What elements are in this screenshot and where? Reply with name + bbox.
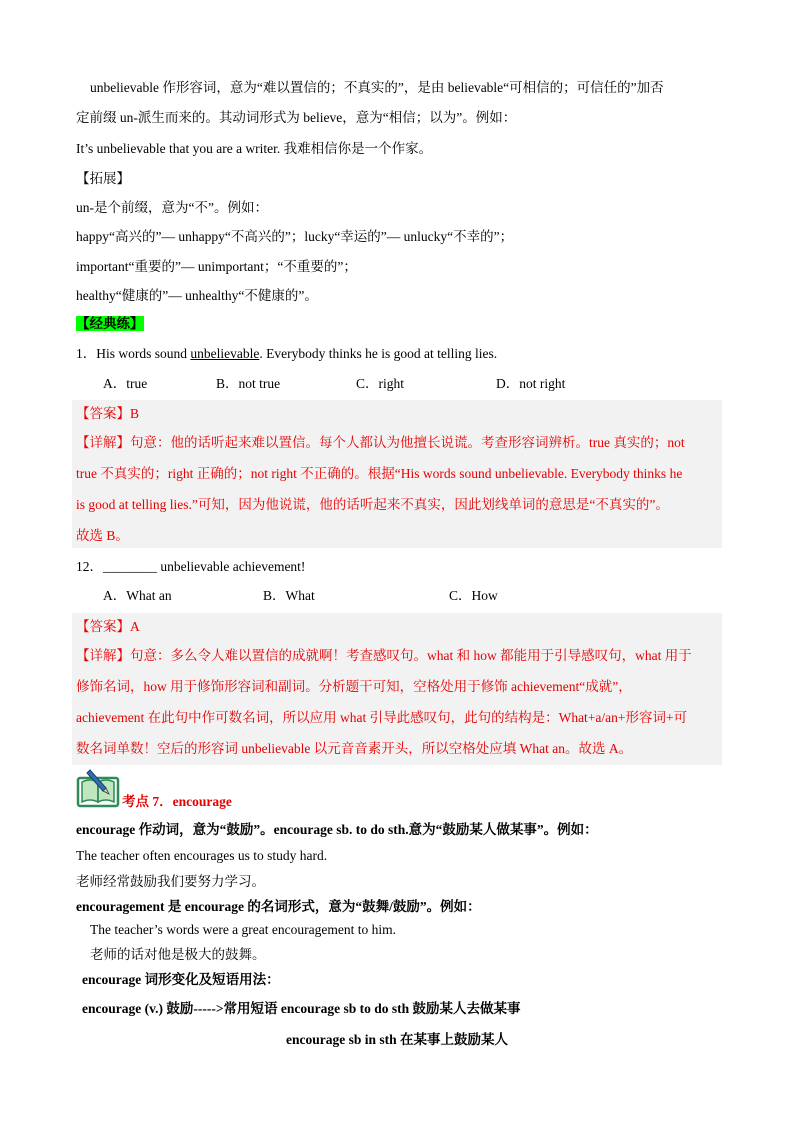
intro-example: It’s unbelievable that you are a writer. 我难相信你是一个作家。 xyxy=(76,141,433,156)
q1-option-c: C．right xyxy=(356,376,405,391)
expand-line-3: important“重要的”— unimportant；“不重要的”； xyxy=(76,259,357,274)
q1-prefix: 1．His words sound xyxy=(76,346,191,361)
q2-answer: 【答案】A xyxy=(76,619,140,634)
encourage-example-1-cn: 老师经常鼓励我们要努力学习。 xyxy=(76,874,265,889)
expand-line-2: happy“高兴的”— unhappy“不高兴的”；lucky“幸运的”— unlucky“不幸的”； xyxy=(76,229,514,244)
kaodian-title: 考点 7．encourage xyxy=(122,794,232,809)
expand-line-1: un-是个前缀，意为“不”。例如： xyxy=(76,200,268,215)
classic-practice-label xyxy=(76,314,144,334)
q1-option-a: A．true xyxy=(103,376,148,391)
q1-option-d: D．not right xyxy=(496,376,566,391)
encourage-example-2-cn: 老师的话对他是极大的鼓舞。 xyxy=(90,947,266,962)
q1-suffix: . Everybody thinks he is good at telling lies. xyxy=(259,346,498,361)
q1-explain-line-3: is good at telling lies.”可知，因为他说谎，他的话听起来不真实，因此划线单词的意思是“不真实的”。 xyxy=(76,497,669,512)
q1-answer: 【答案】B xyxy=(76,406,140,421)
intro-line-1: unbelievable 作形容词，意为“难以置信的；不真实的”，是由 believable“可相信的；可信任的”加否 xyxy=(90,80,664,95)
q2-explain-line-3: achievement 在此句中作可数名词，所以应用 what 引导此感叹句，此句的结构是：What+a/an+形容词+可 xyxy=(76,710,688,725)
q2-option-a: A．What an xyxy=(103,588,172,603)
intro-line-2: 定前缀 un-派生而来的。其动词形式为 believe，意为“相信；以为”。例如： xyxy=(76,110,517,125)
q1-underlined-word: unbelievable xyxy=(190,346,260,361)
q2-explain-line-1: 【详解】句意：多么令人难以置信的成就啊！考查感叹句。what 和 how 都能用于引导感叹句，what 用于 xyxy=(76,648,692,663)
expand-heading: 【拓展】 xyxy=(76,171,130,186)
encourage-def-1: encourage 作动词，意为“鼓励”。encourage sb. to do sth.意为“鼓励某人做某事”。例如： xyxy=(76,822,598,837)
encourage-usage-line-2: encourage sb in sth 在某事上鼓励某人 xyxy=(286,1032,509,1047)
q1-explain-line-4: 故选 B。 xyxy=(76,528,129,543)
q2-option-c: C．How xyxy=(449,588,498,603)
q1-explain-line-1: 【详解】句意：他的话听起来难以置信。每个人都认为他擅长说谎。考查形容词辨析。true 真实的；not xyxy=(76,435,685,450)
q1-stem xyxy=(76,344,497,364)
encourage-usage-line-1: encourage (v.) 鼓励----->常用短语 encourage sb to do sth 鼓励某人去做某事 xyxy=(82,1001,521,1016)
q1-explain-line-2: true 不真实的；right 正确的；not right 不正确的。根据“His words sound unbelievable. Everybody thinks he xyxy=(76,466,683,481)
q2-option-b: B．What xyxy=(263,588,315,603)
expand-line-4: healthy“健康的”— unhealthy“不健康的”。 xyxy=(76,288,318,303)
q2-explain-line-2: 修饰名词，how 用于修饰形容词和副词。分析题干可知，空格处用于修饰 achievement“成就”， xyxy=(76,679,632,694)
encourage-example-1-en: The teacher often encourages us to study hard. xyxy=(76,848,328,863)
q1-option-b: B．not true xyxy=(216,376,281,391)
q2-stem: 12．________ unbelievable achievement! xyxy=(76,559,306,574)
q2-explain-line-4: 数名词单数！空后的形容词 unbelievable 以元音音素开头，所以空格处应填 What an。故选 A。 xyxy=(76,741,633,756)
encourage-usage-title: encourage 词形变化及短语用法： xyxy=(82,972,280,987)
encourage-def-2: encouragement 是 encourage 的名词形式，意为“鼓舞/鼓励”。例如： xyxy=(76,899,481,914)
encourage-example-2-en: The teacher’s words were a great encouragement to him. xyxy=(90,922,396,937)
classic-practice-highlight: 【经典练】 xyxy=(76,316,144,331)
book-pencil-icon xyxy=(76,768,122,808)
